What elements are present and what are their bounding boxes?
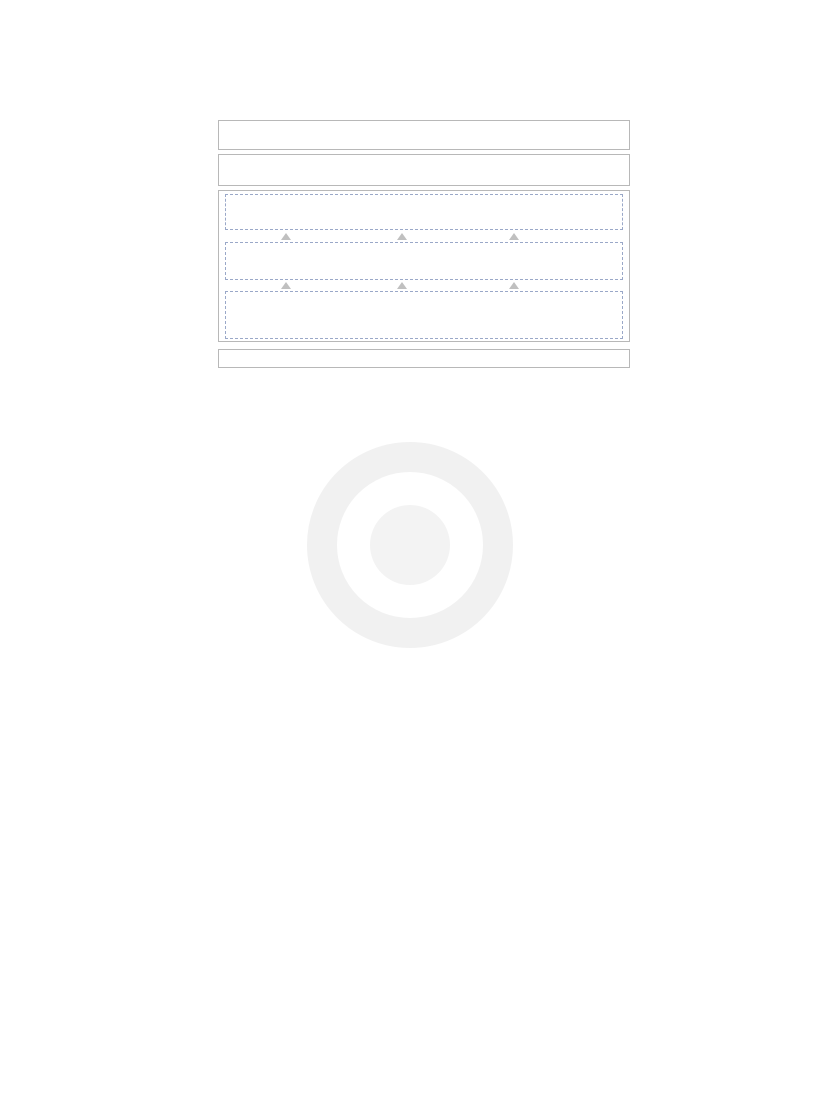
- arrow-up: [281, 282, 291, 289]
- core-business-box: [218, 190, 630, 342]
- watermark-gear-logo: [300, 430, 520, 660]
- arrow-up: [509, 282, 519, 289]
- arrow-up: [397, 233, 407, 240]
- participants-row: [218, 120, 630, 150]
- strategy-row: [218, 154, 630, 186]
- arrow-up: [281, 233, 291, 240]
- architecture-diagram: [185, 118, 635, 403]
- platform-bar: [218, 349, 630, 368]
- enterprise-band: [225, 291, 623, 339]
- arrow-up: [509, 233, 519, 240]
- industry-band: [225, 242, 623, 280]
- national-band: [225, 194, 623, 230]
- arrow-up: [397, 282, 407, 289]
